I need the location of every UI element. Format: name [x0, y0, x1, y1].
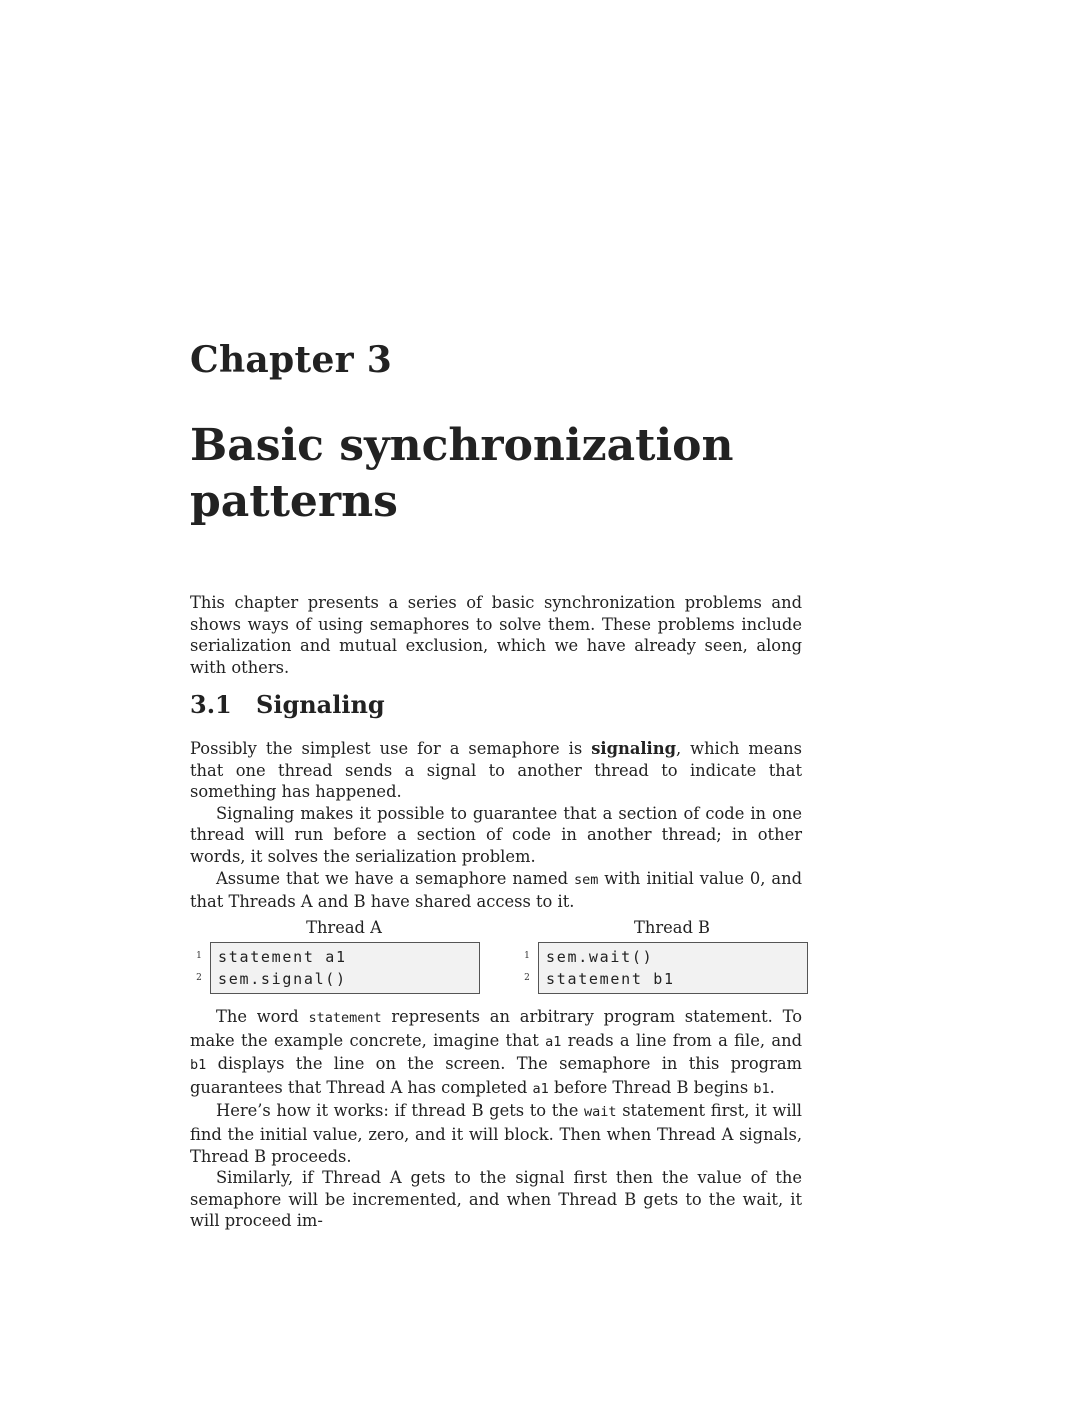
inline-code: b1 — [753, 1080, 770, 1097]
code-line — [196, 968, 479, 990]
text-run: statement first, it will find the initial value, zero, and it will block. Then when Thread A signals, Thread B proceeds. — [190, 1101, 802, 1166]
listing-thread-a — [190, 916, 478, 994]
paragraph — [190, 1006, 802, 1100]
text-run: before Thread B begins — [548, 1077, 754, 1097]
inline-code: b1 — [190, 1057, 207, 1074]
defined-term: signaling — [591, 739, 676, 758]
text-run: Possibly the simplest use for a semaphore is — [190, 739, 592, 758]
chapter-intro: This chapter presents a series of basic synchronization problems and shows ways of using semaphores to solve them. These problems include serialization and mutual exclusion, which we have already seen, along with others. — [190, 593, 802, 677]
paragraph — [190, 868, 802, 913]
section-number: 3.1 — [190, 690, 232, 719]
line-number: 2 — [524, 972, 530, 983]
code-text: statement b1 — [546, 969, 675, 988]
paragraph — [190, 738, 802, 803]
text-run: Assume that we have a semaphore named — [216, 868, 574, 888]
section-body-bottom — [190, 1006, 802, 1232]
text-run: with initial value 0, and that Threads A and B have shared access to it. — [190, 868, 802, 912]
line-number: 1 — [524, 951, 530, 961]
text-run: displays the line on the screen. The semaphore in this program guarantees that Thread A has completed — [190, 1054, 802, 1097]
code-line — [524, 946, 807, 968]
inline-code: statement — [308, 1010, 382, 1026]
code-line — [524, 968, 807, 990]
listing-caption: Thread A — [306, 918, 382, 937]
inline-code: a1 — [545, 1033, 562, 1050]
text-run: Here’s how it works: if thread B gets to the — [216, 1101, 585, 1121]
listing-thread-b — [518, 916, 806, 994]
section-body-top — [190, 738, 802, 913]
code-line — [196, 946, 479, 968]
inline-code: wait — [584, 1104, 617, 1121]
section-title: Signaling — [256, 690, 385, 719]
inline-code: sem — [573, 871, 599, 888]
chapter-title: Basic synchronization patterns — [190, 420, 734, 527]
text-run: reads a line from a file, and — [561, 1030, 802, 1050]
code-box — [524, 942, 808, 994]
text-run: represents an arbitrary program statement. To make the example concrete, imagine that — [190, 1007, 802, 1050]
code-text: sem.wait() — [546, 948, 654, 966]
code-text: statement a1 — [218, 948, 347, 966]
line-number: 2 — [196, 972, 202, 983]
text-run: The word — [216, 1007, 309, 1026]
chapter-label: Chapter 3 — [190, 339, 393, 381]
text-run: . — [769, 1077, 775, 1097]
section-heading — [190, 688, 385, 722]
listing-caption: Thread B — [633, 918, 711, 937]
text-run: , which means that one thread sends a signal to another thread to indicate that something has happened. — [190, 739, 802, 802]
paragraph: Signaling makes it possible to guarantee that a section of code in one thread will run before a section of code in another thread; in other words, it solves the serialization problem. — [190, 803, 802, 866]
code-text: sem.signal() — [218, 969, 347, 988]
line-number: 1 — [196, 951, 202, 961]
paragraph — [190, 1100, 802, 1167]
inline-code: a1 — [532, 1080, 549, 1097]
paragraph: Similarly, if Thread A gets to the signal first then the value of the semaphore will be incremented, and when Thread B gets to the wait, it will proceed im- — [190, 1168, 802, 1231]
code-box — [196, 942, 480, 994]
